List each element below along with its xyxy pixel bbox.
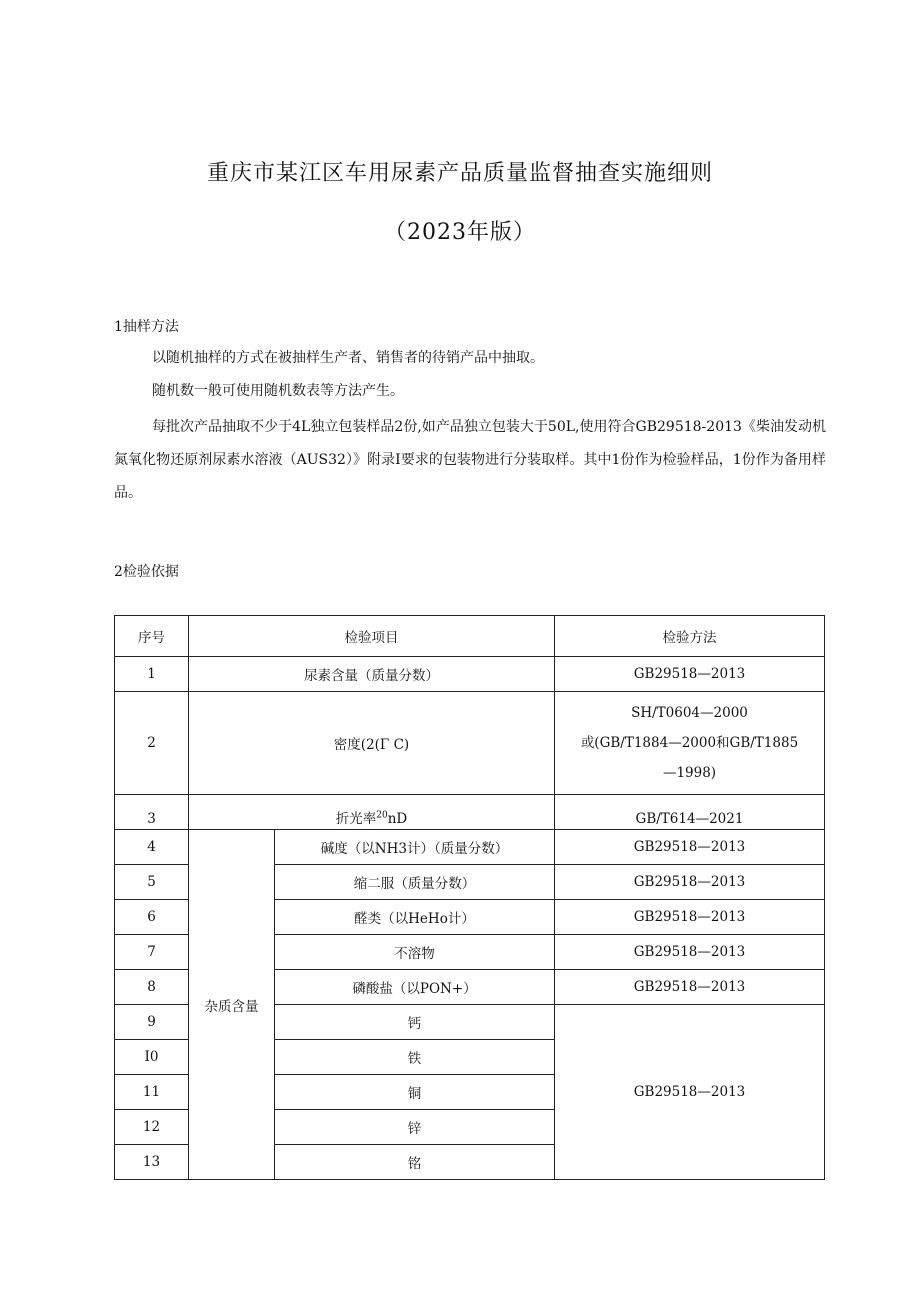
row-item	[189, 795, 555, 830]
method-line: SH/T0604—2000	[631, 705, 748, 721]
row-item: 缩二服（质量分数）	[275, 865, 555, 900]
row-no: 5	[115, 865, 189, 900]
row-item: 碱度（以NH3计）（质量分数）	[275, 830, 555, 865]
document-subtitle: （2023年版）	[384, 220, 536, 245]
row-method: GB29518—2013	[555, 970, 825, 1005]
header-method: 检验方法	[555, 616, 825, 657]
table-row	[115, 657, 825, 692]
row-no: 12	[115, 1110, 189, 1145]
row-no: 2	[115, 692, 189, 795]
section-1-paragraph-1: 以随机抽样的方式在被抽样生产者、销售者的待销产品中抽取。	[152, 350, 544, 366]
row-item: 密度(2(Γ C)	[189, 692, 555, 795]
row-item: 不溶物	[275, 935, 555, 970]
item-prefix: 折光率	[335, 811, 377, 827]
table-header-row	[115, 616, 825, 657]
row-method: GB29518—2013	[555, 865, 825, 900]
row-item: 尿素含量（质量分数）	[189, 657, 555, 692]
row-no: 4	[115, 830, 189, 865]
row-no: 6	[115, 900, 189, 935]
row-item: 铁	[275, 1040, 555, 1075]
row-method: GB/T614—2021	[555, 795, 825, 830]
header-item: 检验项目	[189, 616, 555, 657]
method-line: 或(GB/T1884—2000和GB/T1885	[580, 735, 799, 751]
document-title: 重庆市某江区车用尿素产品质量监督抽查实施细则	[206, 161, 713, 186]
row-no: 3	[115, 795, 189, 830]
row-item: 铭	[275, 1145, 555, 1180]
table-row	[115, 692, 825, 795]
method-line: —1998)	[662, 765, 717, 781]
item-suffix: nD	[387, 811, 408, 827]
row-method: GB29518—2013	[555, 900, 825, 935]
row-no: I0	[115, 1040, 189, 1075]
row-no: 8	[115, 970, 189, 1005]
header-no: 序号	[115, 616, 189, 657]
inspection-table	[114, 615, 825, 1180]
row-item: 磷酸盐（以PON+）	[275, 970, 555, 1005]
row-no: 7	[115, 935, 189, 970]
row-item: 醛类（以HeHo计）	[275, 900, 555, 935]
row-no: 1	[115, 657, 189, 692]
row-item: 铜	[275, 1075, 555, 1110]
section-1-heading: 1抽样方法	[114, 319, 179, 335]
row-method: GB29518—2013	[555, 830, 825, 865]
row-item: 钙	[275, 1005, 555, 1040]
section-1-paragraph-2: 随机数一般可使用随机数表等方法产生。	[152, 383, 404, 399]
section-2-heading: 2检验依据	[114, 564, 179, 580]
row-method: GB29518—2013	[555, 935, 825, 970]
group-label-impurity: 杂质含量	[189, 830, 275, 1180]
row-no: 13	[115, 1145, 189, 1180]
row-no: 9	[115, 1005, 189, 1040]
row-method	[555, 692, 825, 795]
row-method: GB29518—2013	[555, 657, 825, 692]
row-no: 11	[115, 1075, 189, 1110]
table-row	[115, 830, 825, 865]
section-1-paragraph-3: 每批次产品抽取不少于4L独立包装样品2份,如产品独立包装大于50L,使用符合GB29518-2013《柴油发动机氮氧化物还原剂尿素水溶液（AUS32）》附录I要求的包装物进行分装取样。其中1份作为检验样品，1份作为备用样品。	[114, 419, 826, 501]
row-item: 锌	[275, 1110, 555, 1145]
table-row	[115, 795, 825, 830]
merged-method: GB29518—2013	[555, 1005, 825, 1180]
item-superscript: 20	[376, 810, 388, 821]
